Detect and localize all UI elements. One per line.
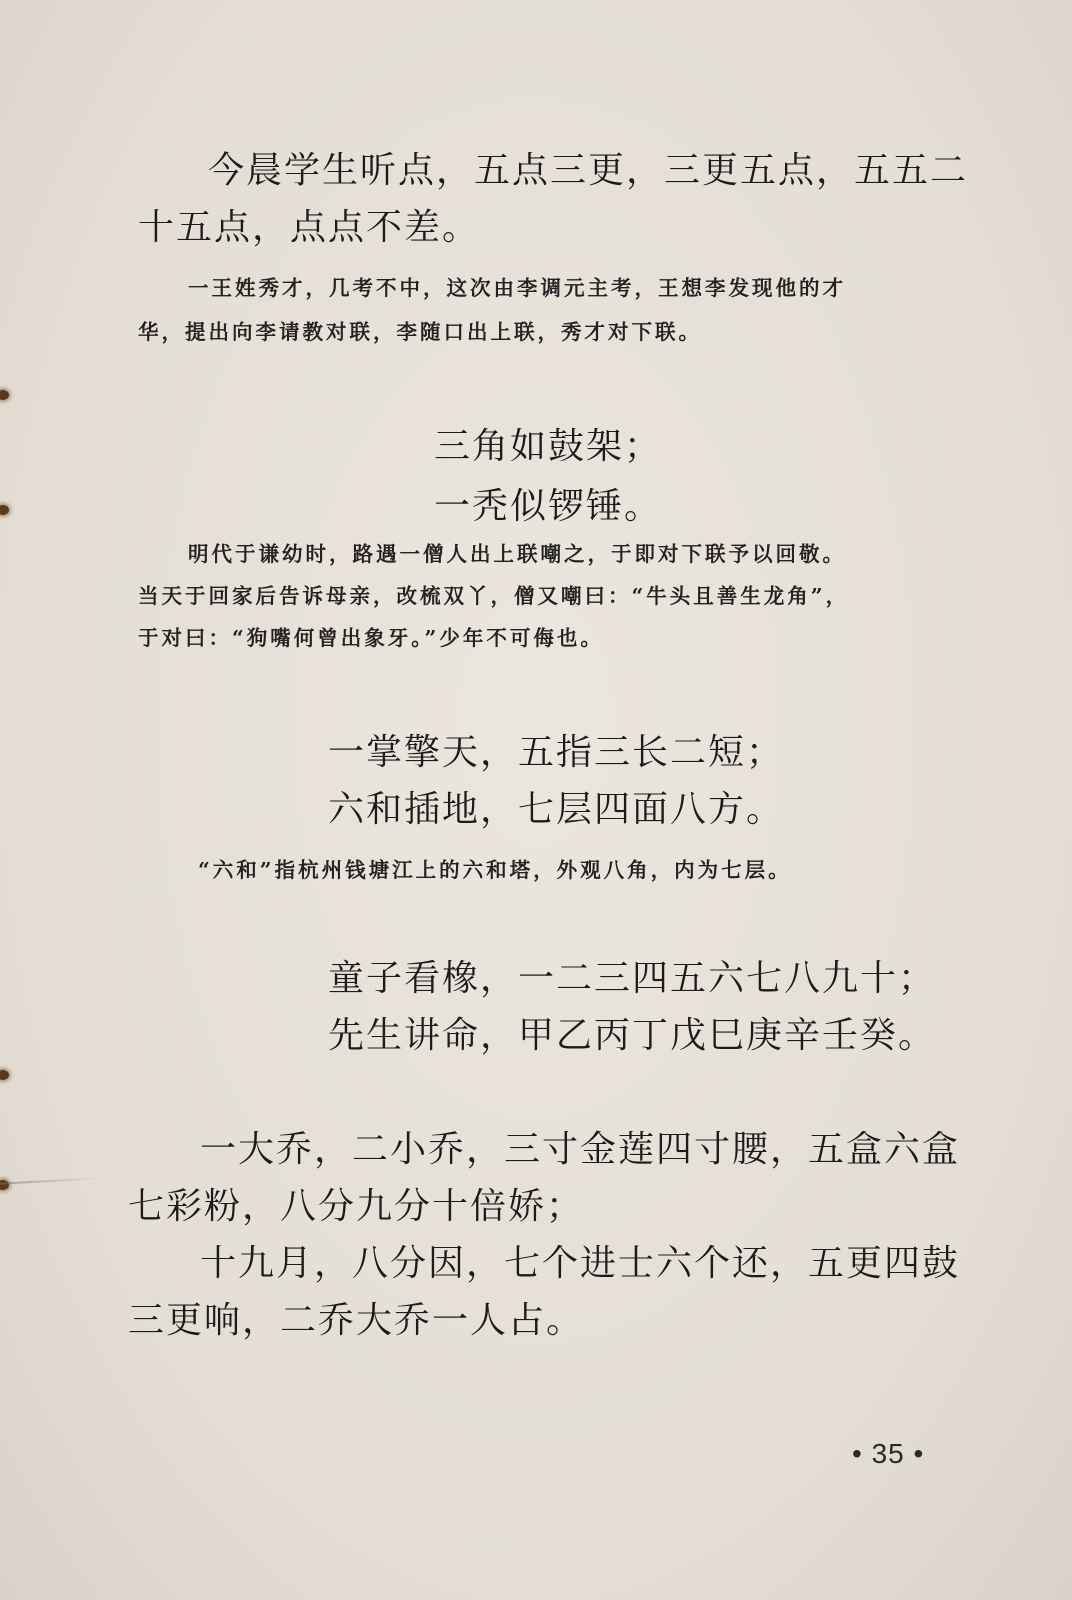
couplet-line: 三角如鼓架； (434, 426, 663, 467)
couplet-line: 一掌擎天，五指三长二短； (328, 732, 785, 773)
note-line: 当天于回家后告诉母亲，改梳双丫，僧又嘲曰：“牛头且善生龙角”， (138, 584, 850, 608)
binding-hole (0, 505, 9, 515)
page-number: • 35 • (852, 1438, 925, 1469)
note-line: 一王姓秀才，几考不中，这次由李调元主考，王想李发现他的才 (188, 276, 846, 300)
couplet-line: 童子看橡，一二三四五六七八九十； (328, 958, 937, 999)
binding-hole (0, 390, 9, 400)
binding-hole (0, 1070, 9, 1080)
couplet-line: 先生讲命，甲乙丙丁戊巳庚辛壬癸。 (328, 1015, 937, 1056)
couplet-line: 七彩粉，八分九分十倍娇； (128, 1186, 585, 1227)
couplet-line: 今晨学生听点，五点三更，三更五点，五五二 (208, 150, 969, 191)
note-line: 明代于谦幼时，路遇一僧人出上联嘲之，于即对下联予以回敬。 (188, 542, 846, 566)
couplet-line: 三更响，二乔大乔一人占。 (128, 1300, 585, 1341)
couplet-line: 一秃似锣锤。 (434, 486, 663, 527)
couplet-line: 一大乔，二小乔，三寸金莲四寸腰，五盒六盒 (200, 1129, 961, 1170)
couplet-line: 六和插地，七层四面八方。 (328, 789, 785, 830)
note-line: “六和”指杭州钱塘江上的六和塔，外观八角，内为七层。 (198, 858, 792, 882)
couplet-line: 十五点，点点不差。 (138, 207, 481, 248)
note-line: 华，提出向李请教对联，李随口出上联，秀才对下联。 (138, 320, 702, 344)
paper-crease (0, 1177, 100, 1184)
note-line: 于对曰：“狗嘴何曾出象牙。”少年不可侮也。 (138, 626, 604, 650)
couplet-line: 十九月，八分因，七个进士六个还，五更四鼓 (200, 1243, 961, 1284)
